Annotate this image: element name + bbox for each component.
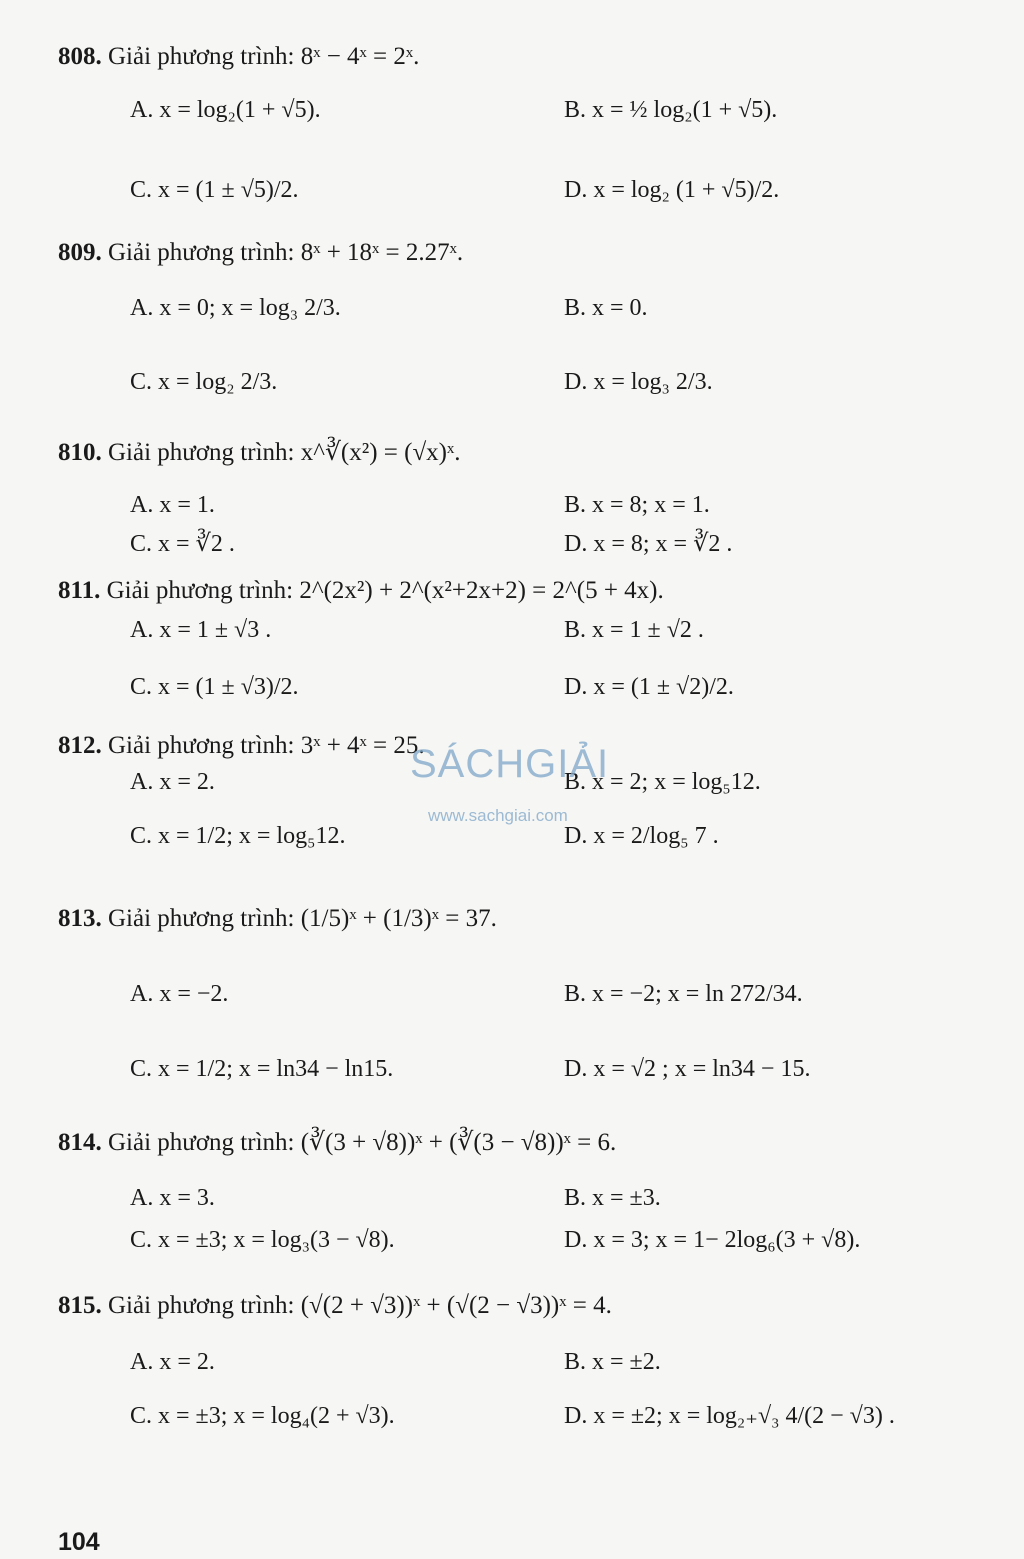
- problem-prompt: Giải phương trình:: [108, 239, 295, 266]
- option-a: A. x = 2.: [130, 1349, 215, 1375]
- problem-equation: 8ˣ − 4ˣ = 2ˣ.: [300, 43, 420, 70]
- problem-811: [58, 578, 664, 603]
- problem-equation: (1/5)ˣ + (1/3)ˣ = 37.: [300, 905, 497, 932]
- option-c: C. x = 1/2; x = log₅12.: [130, 823, 346, 849]
- option-c: C. x = 1/2; x = ln34 − ln15.: [130, 1056, 394, 1082]
- problem-equation: x^∛(x²) = (√x)ˣ.: [300, 439, 461, 466]
- watermark-brand: SÁCHGIẢI: [410, 742, 610, 786]
- option-c: C. x = (1 ± √3)/2.: [130, 674, 299, 700]
- option-d: D. x = log₂ (1 + √5)/2.: [564, 177, 780, 203]
- problem-number: 808.: [58, 43, 102, 70]
- option-b: B. x = ±2.: [564, 1349, 661, 1375]
- option-d: D. x = (1 ± √2)/2.: [564, 674, 734, 700]
- problem-prompt: Giải phương trình:: [108, 905, 295, 932]
- problem-prompt: Giải phương trình:: [106, 577, 294, 604]
- problem-815: [58, 1293, 612, 1318]
- problem-809: [58, 240, 463, 265]
- option-a: A. x = 1 ± √3 .: [130, 617, 272, 643]
- option-d: D. x = ±2; x = log₂₊√₃ 4/(2 − √3) .: [564, 1403, 895, 1429]
- problem-813: [58, 906, 497, 931]
- option-a: A. x = 0; x = log₃ 2/3.: [130, 295, 341, 321]
- problem-number: 814.: [58, 1129, 102, 1156]
- problem-number: 813.: [58, 905, 102, 932]
- page-number: 104: [58, 1528, 100, 1556]
- problem-810: [58, 440, 461, 465]
- problem-number: 809.: [58, 239, 102, 266]
- option-a: A. x = −2.: [130, 981, 229, 1007]
- option-b: B. x = ±3.: [564, 1185, 661, 1211]
- problem-812: [58, 733, 425, 758]
- option-a: A. x = log₂(1 + √5).: [130, 97, 321, 123]
- problem-prompt: Giải phương trình:: [108, 1292, 295, 1319]
- option-b: B. x = 8; x = 1.: [564, 492, 710, 518]
- option-b: B. x = ½ log₂(1 + √5).: [564, 97, 778, 123]
- option-a: A. x = 1.: [130, 492, 215, 518]
- option-d: D. x = 8; x = ∛2 .: [564, 531, 733, 557]
- option-b: B. x = 0.: [564, 295, 648, 321]
- option-b: B. x = −2; x = ln 272/34.: [564, 981, 803, 1007]
- option-d: D. x = log₃ 2/3.: [564, 369, 713, 395]
- problem-equation: (∛(3 + √8))ˣ + (∛(3 − √8))ˣ = 6.: [300, 1129, 617, 1156]
- problem-number: 815.: [58, 1292, 102, 1319]
- option-d: D. x = 2/log₅ 7 .: [564, 823, 719, 849]
- problem-equation: 3ˣ + 4ˣ = 25.: [300, 732, 425, 759]
- option-a: A. x = 2.: [130, 769, 215, 795]
- option-c: C. x = (1 ± √5)/2.: [130, 177, 299, 203]
- problem-number: 810.: [58, 439, 102, 466]
- problem-prompt: Giải phương trình:: [108, 1129, 295, 1156]
- problem-number: 812.: [58, 732, 102, 759]
- option-d: D. x = 3; x = 1− 2log₆(3 + √8).: [564, 1227, 861, 1253]
- option-b: B. x = 1 ± √2 .: [564, 617, 704, 643]
- option-b: B. x = 2; x = log₅12.: [564, 769, 761, 795]
- option-c: C. x = ±3; x = log₄(2 + √3).: [130, 1403, 395, 1429]
- problem-equation: (√(2 + √3))ˣ + (√(2 − √3))ˣ = 4.: [300, 1292, 612, 1319]
- option-c: C. x = ±3; x = log₃(3 − √8).: [130, 1227, 395, 1253]
- problem-814: [58, 1130, 616, 1155]
- problem-prompt: Giải phương trình:: [108, 439, 295, 466]
- option-a: A. x = 3.: [130, 1185, 215, 1211]
- problem-808: [58, 44, 419, 69]
- option-c: C. x = log₂ 2/3.: [130, 369, 278, 395]
- problem-equation: 8ˣ + 18ˣ = 2.27ˣ.: [300, 239, 464, 266]
- problem-equation: 2^(2x²) + 2^(x²+2x+2) = 2^(5 + 4x).: [299, 577, 664, 604]
- problem-number: 811.: [58, 577, 101, 604]
- watermark: [410, 730, 640, 830]
- watermark-url: www.sachgiai.com: [428, 806, 568, 825]
- problem-prompt: Giải phương trình:: [108, 732, 295, 759]
- option-d: D. x = √2 ; x = ln34 − 15.: [564, 1056, 811, 1082]
- option-c: C. x = ∛2 .: [130, 531, 235, 557]
- problem-prompt: Giải phương trình:: [108, 43, 295, 70]
